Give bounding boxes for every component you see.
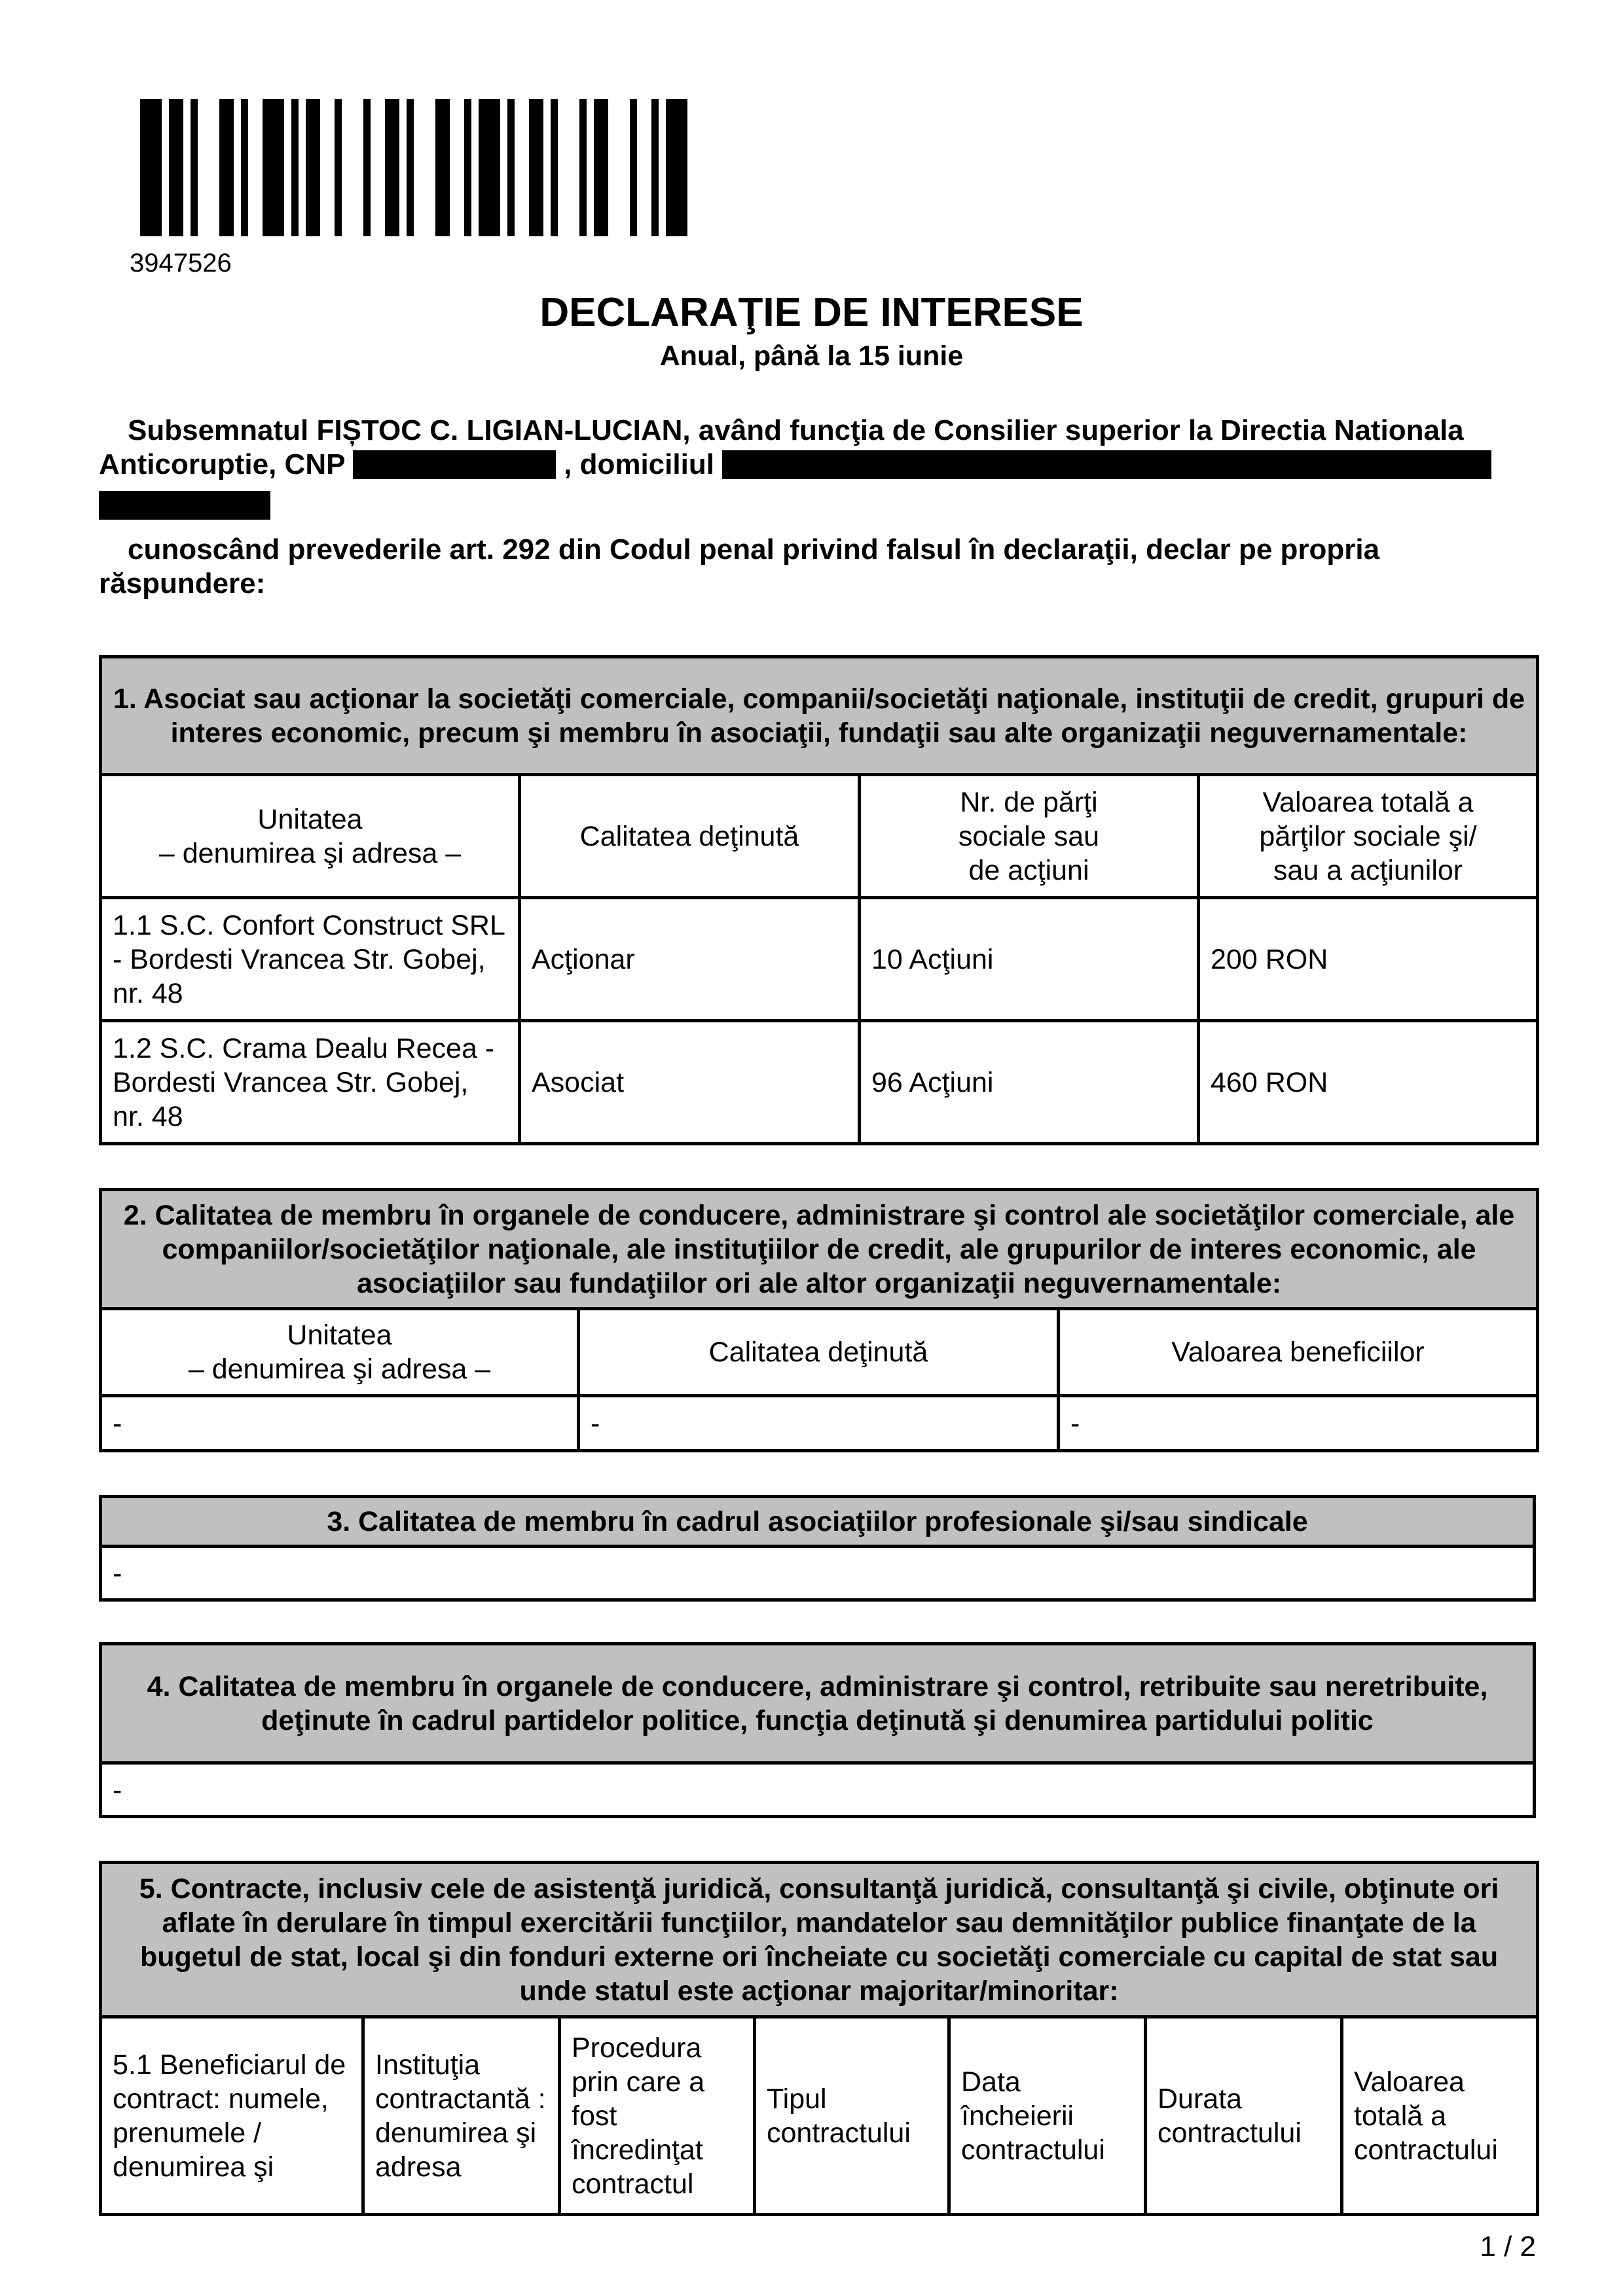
barcode-bar (140, 99, 162, 236)
table-cell: - (1059, 1396, 1538, 1451)
section1-header: Unitatea – denumirea şi adresa – (101, 775, 520, 898)
intro-domicile-label: , domiciliul (564, 448, 714, 480)
barcode-bar (529, 99, 543, 236)
barcode-bar (630, 99, 637, 236)
section2-table (99, 1188, 1539, 1452)
barcode-bar (594, 99, 608, 236)
section5-header: Durata contractului (1146, 2017, 1342, 2215)
table-row (101, 1021, 1538, 1144)
table-cell: 1.1 S.C. Confort Construct SRL - Bordesti Vrancea Str. Gobej, nr. 48 (101, 898, 520, 1021)
table-cell: 96 Acţiuni (860, 1021, 1199, 1144)
section4-table (99, 1642, 1536, 1818)
barcode-bar (241, 99, 248, 236)
section5-header: 5.1 Beneficiarul de contract: numele, prenumele / denumirea şi (101, 2017, 363, 2215)
section2-header: Unitatea – denumirea şi adresa – (101, 1309, 579, 1396)
section5-title: 5. Contracte, inclusiv cele de asistenţă juridică, consultanţă juridică, consultanţă şi civile, obţinute ori aflate în derulare în timpul exercitării funcţiilor, mandatelor sau demnităţilor publice finanţate de la bugetul de stat, local şi din fonduri externe ori încheiate cu societăţi comerciale cu capital de stat sau unde statul este acţionar majoritar/minoritar: (101, 1863, 1538, 2017)
table-cell: Asociat (520, 1021, 860, 1144)
section5-header: Tipul contractului (755, 2017, 949, 2215)
barcode-bar (385, 99, 399, 236)
section5-table (99, 1861, 1539, 2216)
page-number: 1 / 2 (1480, 2231, 1536, 2263)
section3-table (99, 1495, 1536, 1602)
intro-paragraph (99, 414, 1539, 601)
table-cell: 460 RON (1199, 1021, 1538, 1144)
section1-table (99, 655, 1539, 1145)
barcode-bar (335, 99, 342, 236)
barcode-bar (435, 99, 450, 236)
barcode-bar (219, 99, 234, 236)
barcode-bar (464, 99, 471, 236)
barcode-bar (407, 99, 414, 236)
section2-header: Valoarea beneficiilor (1059, 1309, 1538, 1396)
table-cell: 10 Acţiuni (860, 898, 1199, 1021)
redacted-cnp (353, 450, 556, 479)
barcode-bar (666, 99, 687, 236)
barcode-bar (507, 99, 515, 236)
barcode-bar (191, 99, 198, 236)
table-row (101, 1396, 1538, 1451)
section4-value: - (101, 1763, 1535, 1817)
table-row (101, 898, 1538, 1021)
document-title: DECLARAŢIE DE INTERESE (539, 290, 1084, 335)
barcode-bar (306, 99, 320, 236)
section5-header: Instituţia contractantă : denumirea şi adresa (363, 2017, 560, 2215)
table-cell: - (101, 1396, 579, 1451)
section5-header: Valoarea totală a contractului (1342, 2017, 1538, 2215)
barcode-bar (363, 99, 371, 236)
table-cell: 200 RON (1199, 898, 1538, 1021)
section3-value: - (101, 1547, 1535, 1600)
redacted-address (722, 450, 1491, 479)
barcode-bar (551, 99, 558, 236)
barcode (140, 99, 883, 236)
section1-title: 1. Asociat sau acţionar la societăţi comerciale, companii/societăţi naţionale, instituţii de credit, grupuri de interes economic, precum şi membru în asociaţii, fundaţii sau alte organizaţii neguvernamentale: (101, 657, 1538, 775)
barcode-bar (263, 99, 284, 236)
intro-line1: Subsemnatul FIȘTOC C. LIGIAN-LUCIAN, având funcţia de Consilier superior la Directia Nationala (128, 414, 1464, 446)
section1-header: Nr. de părţi sociale sau de acţiuni (860, 775, 1199, 898)
barcode-bar (579, 99, 587, 236)
intro-cnp-label: Anticoruptie, CNP (99, 448, 345, 480)
table-cell: 1.2 S.C. Crama Dealu Recea - Bordesti Vrancea Str. Gobej, nr. 48 (101, 1021, 520, 1144)
section3-title: 3. Calitatea de membru în cadrul asociaţiilor profesionale şi/sau sindicale (101, 1497, 1535, 1547)
barcode-number: 3947526 (130, 249, 232, 278)
intro-line3: cunoscând prevederile art. 292 din Codul penal privind falsul în declaraţii, declar pe propria răspundere: (99, 533, 1380, 600)
document-subtitle: Anual, până la 15 iunie (659, 340, 964, 372)
section1-header: Calitatea deţinută (520, 775, 860, 898)
table-cell: - (579, 1396, 1059, 1451)
barcode-bar (169, 99, 183, 236)
barcode-bar (479, 99, 500, 236)
table-cell: Acţionar (520, 898, 860, 1021)
barcode-bar (291, 99, 299, 236)
redacted-address-cont (99, 491, 270, 520)
section4-title: 4. Calitatea de membru în organele de conducere, administrare şi control, retribuite sau neretribuite, deţinute în cadrul partidelor politice, funcţia deţinută şi denumirea partidului politic (101, 1644, 1535, 1763)
section5-header: Procedura prin care a fost încredinţat contractul (560, 2017, 755, 2215)
barcode-bar (651, 99, 659, 236)
section2-title: 2. Calitatea de membru în organele de conducere, administrare şi control ale societăţilor comerciale, ale companiilor/societăţilor naţionale, ale instituţiilor de credit, ale grupurilor de interes economic, ale asociaţiilor sau fundaţiilor ori ale altor organizaţii neguvernamentale: (101, 1190, 1538, 1309)
section1-header: Valoarea totală a părţilor sociale şi/ sau a acţiunilor (1199, 775, 1538, 898)
section2-header: Calitatea deţinută (579, 1309, 1059, 1396)
section5-header: Data încheierii contractului (949, 2017, 1146, 2215)
